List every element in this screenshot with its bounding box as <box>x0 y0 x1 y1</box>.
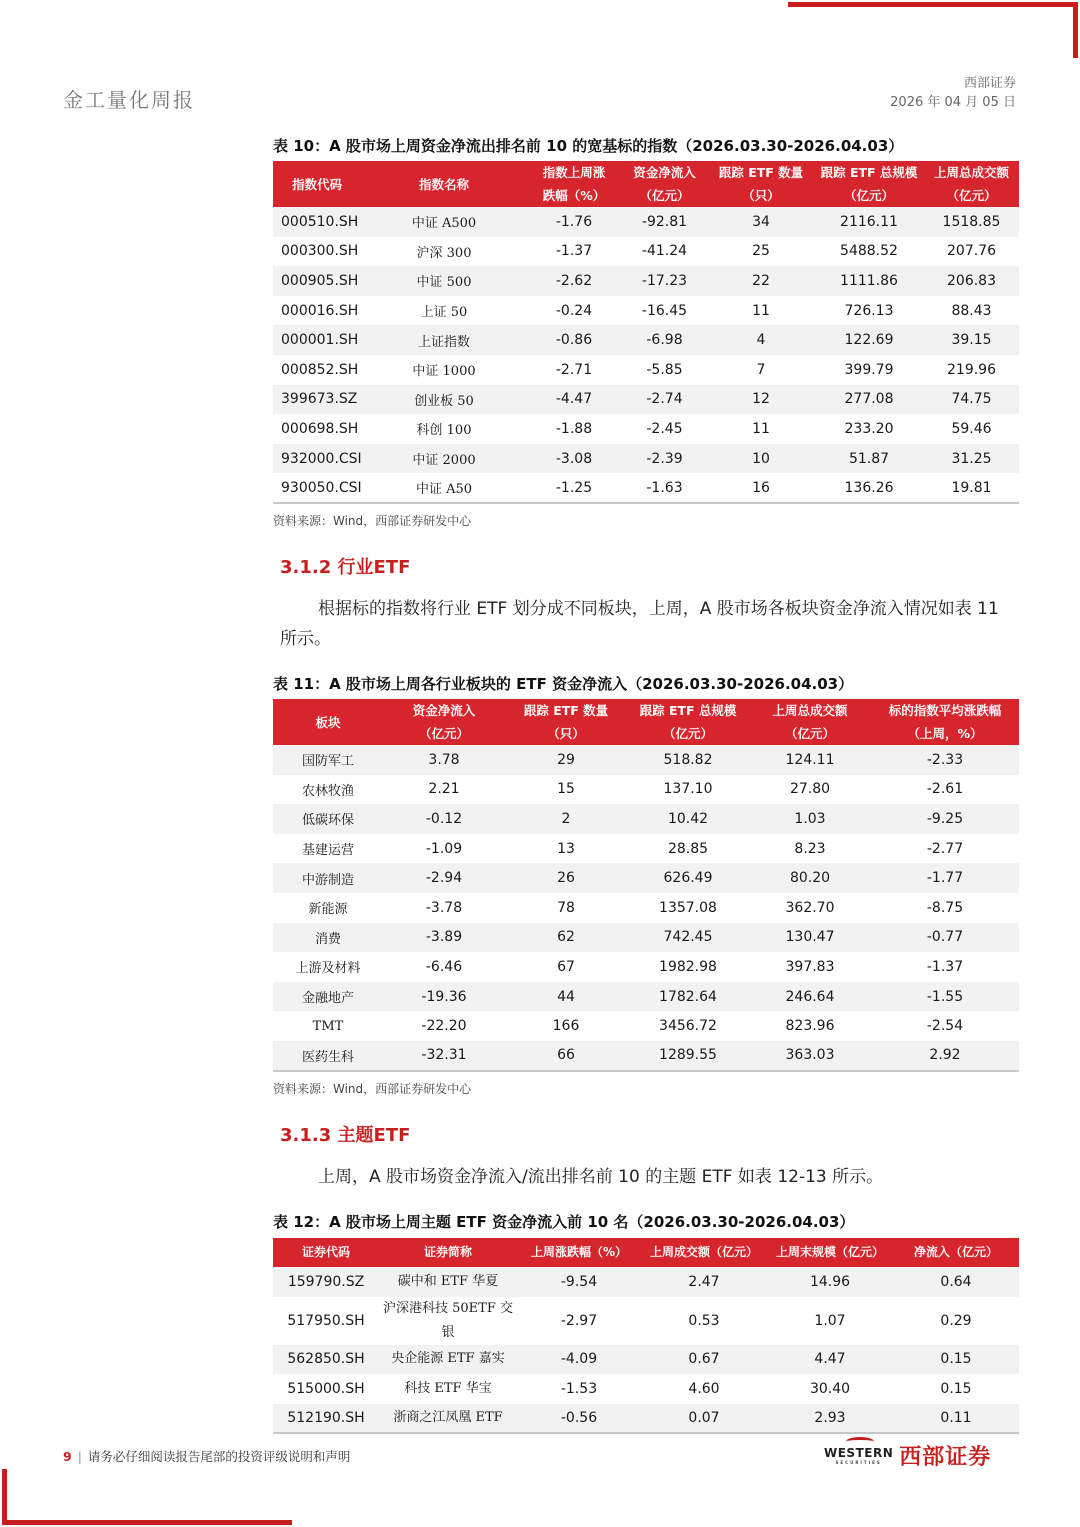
table-row <box>273 1011 1019 1041</box>
table-cell: 1357.08 <box>627 893 749 923</box>
column-header-unit: （亿元） <box>639 188 690 203</box>
table-cell: 28.85 <box>627 834 749 864</box>
table-cell: 国防军工 <box>273 745 383 775</box>
column-header: 上周涨跌幅（%） <box>517 1238 641 1267</box>
table-cell: -1.25 <box>527 473 621 503</box>
table-row <box>273 473 1019 503</box>
column-header: 上周末规模（亿元） <box>767 1238 893 1267</box>
table-cell: 562850.SH <box>273 1345 379 1375</box>
table-cell: 39.15 <box>924 325 1019 355</box>
table-cell: -9.25 <box>871 804 1019 834</box>
table-row <box>273 237 1019 267</box>
table-cell: 399673.SZ <box>273 385 361 415</box>
header-company: 西部证券 <box>963 76 1016 91</box>
table-cell: -2.94 <box>383 863 505 893</box>
bottom-corner-decoration <box>2 1469 292 1525</box>
table-cell: 29 <box>505 745 627 775</box>
column-header <box>361 161 527 207</box>
table12 <box>273 1238 1019 1434</box>
table-cell: -6.98 <box>621 325 708 355</box>
table-cell: 44 <box>505 982 627 1012</box>
table12-caption: 表 12：A 股市场上周主题 ETF 资金净流入前 10 名（2026.03.30-2026.04.03） <box>273 1213 855 1231</box>
column-header-line: 跟踪 ETF 数量 <box>523 703 609 718</box>
table-cell: 7 <box>708 355 814 385</box>
table-cell: -1.55 <box>871 982 1019 1012</box>
table-cell: -41.24 <box>621 237 708 267</box>
table-cell: -2.45 <box>621 414 708 444</box>
table-cell: 1111.86 <box>814 266 924 296</box>
column-header-line: 跟踪 ETF 数量 <box>718 165 804 180</box>
column-header-unit: （亿元） <box>662 726 713 741</box>
table-cell: -2.61 <box>871 775 1019 805</box>
table-cell: 2.93 <box>767 1404 893 1434</box>
table-cell: -1.63 <box>621 473 708 503</box>
table-cell: 34 <box>708 207 814 237</box>
table-cell: 2.92 <box>871 1041 1019 1071</box>
table-cell: 中游制造 <box>273 863 383 893</box>
table-cell: -2.62 <box>527 266 621 296</box>
header-row <box>273 1238 1019 1267</box>
table-cell: 362.70 <box>749 893 871 923</box>
table-cell: 沪深港科技 50ETF 交银 <box>379 1297 517 1345</box>
table-cell: -2.77 <box>871 834 1019 864</box>
table-row <box>273 804 1019 834</box>
table-cell: 000698.SH <box>273 414 361 444</box>
table-cell: 823.96 <box>749 1011 871 1041</box>
table-cell: 5488.52 <box>814 237 924 267</box>
table-cell: 219.96 <box>924 355 1019 385</box>
table-cell: 1518.85 <box>924 207 1019 237</box>
table-cell: 512190.SH <box>273 1404 379 1434</box>
table-cell: -1.76 <box>527 207 621 237</box>
table-cell: 4.60 <box>641 1374 767 1404</box>
table-row <box>273 1345 1019 1375</box>
table-cell: 78 <box>505 893 627 923</box>
table-cell: 207.76 <box>924 237 1019 267</box>
table-cell: 626.49 <box>627 863 749 893</box>
table-cell: 创业板 50 <box>361 385 527 415</box>
table-row <box>273 355 1019 385</box>
column-header-unit: （只） <box>547 726 585 741</box>
table-cell: -0.86 <box>527 325 621 355</box>
logo-english-sub: SECURITIES <box>835 1460 882 1465</box>
table-cell: 515000.SH <box>273 1374 379 1404</box>
table-cell: 中证 2000 <box>361 444 527 474</box>
table-cell: -3.78 <box>383 893 505 923</box>
table-row <box>273 444 1019 474</box>
section-313-title: 3.1.3 主题ETF <box>280 1125 411 1146</box>
table-cell: -2.33 <box>871 745 1019 775</box>
table-cell: -2.74 <box>621 385 708 415</box>
table10 <box>273 161 1019 504</box>
table-cell: 3.78 <box>383 745 505 775</box>
column-header-unit: （亿元） <box>418 726 469 741</box>
table-cell: 397.83 <box>749 952 871 982</box>
table-cell: 0.07 <box>641 1404 767 1434</box>
table-cell: 12 <box>708 385 814 415</box>
report-title: 金工量化周报 <box>63 88 195 112</box>
table-cell: 3456.72 <box>627 1011 749 1041</box>
table-row <box>273 296 1019 326</box>
table-cell: 上证 50 <box>361 296 527 326</box>
table-cell: 中证 500 <box>361 266 527 296</box>
table-row <box>273 952 1019 982</box>
table-cell: 518.82 <box>627 745 749 775</box>
column-header-unit: （上周，%） <box>907 726 983 741</box>
column-header-line: 上周总成交额 <box>933 165 1009 180</box>
table-cell: 上证指数 <box>361 325 527 355</box>
column-header <box>627 699 749 745</box>
table-cell: 19.81 <box>924 473 1019 503</box>
table-cell: 11 <box>708 296 814 326</box>
top-corner-decoration <box>788 2 1078 58</box>
table-row <box>273 1404 1019 1434</box>
logo-arc-icon <box>846 1437 874 1446</box>
column-header-line: 指数代码 <box>291 176 342 192</box>
table-cell: 科技 ETF 华宝 <box>379 1374 517 1404</box>
column-header-line: 上周总成交额 <box>772 703 848 718</box>
company-logo <box>824 1440 991 1471</box>
column-header-unit: （亿元） <box>784 726 835 741</box>
table-cell: 1.03 <box>749 804 871 834</box>
table-cell: 932000.CSI <box>273 444 361 474</box>
table-cell: 159790.SZ <box>273 1267 379 1297</box>
table-row <box>273 207 1019 237</box>
column-header: 证券代码 <box>273 1238 379 1267</box>
table-cell: -92.81 <box>621 207 708 237</box>
table-row <box>273 1297 1019 1345</box>
table-cell: 中证 A500 <box>361 207 527 237</box>
table-cell: 14.96 <box>767 1267 893 1297</box>
table-cell: -16.45 <box>621 296 708 326</box>
column-header: 证券简称 <box>379 1238 517 1267</box>
column-header-unit: （只） <box>742 188 780 203</box>
table-row <box>273 385 1019 415</box>
logo-english-text: WESTERN <box>824 1446 894 1460</box>
table-cell: 1289.55 <box>627 1041 749 1071</box>
table-cell: 130.47 <box>749 923 871 953</box>
table-row <box>273 923 1019 953</box>
table-cell: 16 <box>708 473 814 503</box>
table-cell: -9.54 <box>517 1267 641 1297</box>
column-header <box>273 161 361 207</box>
table-cell: 62 <box>505 923 627 953</box>
table-cell: -32.31 <box>383 1041 505 1071</box>
column-header <box>505 699 627 745</box>
table-cell: 31.25 <box>924 444 1019 474</box>
table-cell: 000852.SH <box>273 355 361 385</box>
table-cell: 1782.64 <box>627 982 749 1012</box>
table-cell: 30.40 <box>767 1374 893 1404</box>
table-cell: 11 <box>708 414 814 444</box>
table-cell: 363.03 <box>749 1041 871 1071</box>
table-cell: 10.42 <box>627 804 749 834</box>
column-header-line: 指数上周涨 <box>542 165 606 180</box>
table-cell: -0.56 <box>517 1404 641 1434</box>
table-cell: 4 <box>708 325 814 355</box>
column-header: 上周成交额（亿元） <box>641 1238 767 1267</box>
table-cell: 2 <box>505 804 627 834</box>
table-cell: 137.10 <box>627 775 749 805</box>
column-header-line: 板块 <box>315 714 341 730</box>
table-cell: 基建运营 <box>273 834 383 864</box>
column-header <box>621 161 708 207</box>
table-cell: 0.64 <box>893 1267 1019 1297</box>
table-cell: 742.45 <box>627 923 749 953</box>
table-cell: 517950.SH <box>273 1297 379 1345</box>
column-header: 净流入（亿元） <box>893 1238 1019 1267</box>
table-cell: -1.09 <box>383 834 505 864</box>
table-cell: -2.54 <box>871 1011 1019 1041</box>
table-cell: -0.24 <box>527 296 621 326</box>
table10-caption: 表 10：A 股市场上周资金净流出排名前 10 的宽基标的指数（2026.03.30-2026.04.03） <box>273 137 904 155</box>
table-cell: 25 <box>708 237 814 267</box>
table-cell: -3.89 <box>383 923 505 953</box>
column-header <box>527 161 621 207</box>
table-cell: 浙商之江凤凰 ETF <box>379 1404 517 1434</box>
table-cell: 中证 1000 <box>361 355 527 385</box>
table-row <box>273 863 1019 893</box>
table-cell: -0.77 <box>871 923 1019 953</box>
table10-source: 资料来源：Wind，西部证券研发中心 <box>273 514 472 528</box>
column-header-line: 指数名称 <box>418 176 469 192</box>
table-cell: -2.97 <box>517 1297 641 1345</box>
table-cell: 科创 100 <box>361 414 527 444</box>
table-cell: 2116.11 <box>814 207 924 237</box>
column-header-unit: （亿元） <box>843 188 894 203</box>
table-row <box>273 745 1019 775</box>
table-cell: 233.20 <box>814 414 924 444</box>
table-cell: -4.09 <box>517 1345 641 1375</box>
header-row <box>273 161 1019 207</box>
table-cell: 15 <box>505 775 627 805</box>
table-row <box>273 325 1019 355</box>
table-cell: -2.71 <box>527 355 621 385</box>
table-cell: 67 <box>505 952 627 982</box>
table-cell: -1.53 <box>517 1374 641 1404</box>
table-cell: 0.15 <box>893 1374 1019 1404</box>
table-cell: 0.11 <box>893 1404 1019 1434</box>
footer-disclaimer-line <box>63 1447 350 1465</box>
table-cell: 166 <box>505 1011 627 1041</box>
table-cell: 124.11 <box>749 745 871 775</box>
table-cell: 13 <box>505 834 627 864</box>
table-cell: 206.83 <box>924 266 1019 296</box>
table-cell: 000300.SH <box>273 237 361 267</box>
table-row <box>273 1267 1019 1297</box>
table-cell: 低碳环保 <box>273 804 383 834</box>
table-cell: 22 <box>708 266 814 296</box>
table-cell: 沪深 300 <box>361 237 527 267</box>
column-header-line: 跟踪 ETF 总规模 <box>639 703 737 718</box>
table-cell: -4.47 <box>527 385 621 415</box>
table-cell: 1982.98 <box>627 952 749 982</box>
section-313-paragraph: 上周，A 股市场资金净流入/流出排名前 10 的主题 ETF 如表 12-13 所示。 <box>318 1167 884 1187</box>
table-cell: 27.80 <box>749 775 871 805</box>
table-cell: -22.20 <box>383 1011 505 1041</box>
header-date: 2026 年 04 月 05 日 <box>890 95 1016 110</box>
table-cell: 4.47 <box>767 1345 893 1375</box>
table-cell: 136.26 <box>814 473 924 503</box>
table-cell: 000001.SH <box>273 325 361 355</box>
column-header <box>708 161 814 207</box>
table-cell: -19.36 <box>383 982 505 1012</box>
table-cell: 上游及材料 <box>273 952 383 982</box>
column-header-unit: 跌幅（%） <box>542 188 606 203</box>
table-cell: 51.87 <box>814 444 924 474</box>
table-cell: 0.53 <box>641 1297 767 1345</box>
table-cell: 2.21 <box>383 775 505 805</box>
table-row <box>273 266 1019 296</box>
table-cell: -2.39 <box>621 444 708 474</box>
table-cell: 74.75 <box>924 385 1019 415</box>
header-row <box>273 699 1019 745</box>
column-header <box>814 161 924 207</box>
table-cell: -3.08 <box>527 444 621 474</box>
table-cell: 碳中和 ETF 华夏 <box>379 1267 517 1297</box>
table-cell: 59.46 <box>924 414 1019 444</box>
page-number: 9 <box>63 1449 72 1464</box>
footer-disclaimer: 请务必仔细阅读报告尾部的投资评级说明和声明 <box>87 1449 351 1464</box>
column-header <box>924 161 1019 207</box>
column-header-line: 跟踪 ETF 总规模 <box>820 165 918 180</box>
table11-source: 资料来源：Wind，西部证券研发中心 <box>273 1082 472 1096</box>
table-row <box>273 893 1019 923</box>
column-header <box>749 699 871 745</box>
table-cell: 88.43 <box>924 296 1019 326</box>
table-cell: -0.12 <box>383 804 505 834</box>
logo-english <box>824 1446 893 1465</box>
table-cell: 2.47 <box>641 1267 767 1297</box>
table-cell: 10 <box>708 444 814 474</box>
column-header <box>273 699 383 745</box>
table-cell: -17.23 <box>621 266 708 296</box>
header-meta <box>890 74 1016 112</box>
table-cell: 金融地产 <box>273 982 383 1012</box>
column-header-unit: （亿元） <box>946 188 997 203</box>
table-cell: 1.07 <box>767 1297 893 1345</box>
column-header-line: 标的指数平均涨跌幅 <box>888 703 1002 718</box>
table-row <box>273 834 1019 864</box>
table-cell: 277.08 <box>814 385 924 415</box>
table-cell: 0.67 <box>641 1345 767 1375</box>
table-cell: 246.64 <box>749 982 871 1012</box>
column-header-line: 资金净流入 <box>633 165 696 180</box>
table-row <box>273 982 1019 1012</box>
table-row <box>273 1374 1019 1404</box>
column-header <box>871 699 1019 745</box>
table-cell: 80.20 <box>749 863 871 893</box>
table-cell: -1.88 <box>527 414 621 444</box>
table-cell: 消费 <box>273 923 383 953</box>
logo-chinese: 西部证券 <box>899 1445 992 1470</box>
table-cell: 中证 A50 <box>361 473 527 503</box>
table-cell: -8.75 <box>871 893 1019 923</box>
footer-separator: | <box>77 1449 82 1464</box>
table-cell: 66 <box>505 1041 627 1071</box>
table-cell: TMT <box>273 1011 383 1041</box>
table-cell: -1.37 <box>871 952 1019 982</box>
column-header <box>383 699 505 745</box>
section-312-title: 3.1.2 行业ETF <box>280 557 411 578</box>
table-cell: 农林牧渔 <box>273 775 383 805</box>
table-cell: 726.13 <box>814 296 924 326</box>
table-cell: 122.69 <box>814 325 924 355</box>
table-cell: 8.23 <box>749 834 871 864</box>
table11-caption: 表 11：A 股市场上周各行业板块的 ETF 资金净流入（2026.03.30-2026.04.03） <box>273 675 854 693</box>
column-header-line: 资金净流入 <box>412 703 476 718</box>
table11 <box>273 699 1019 1072</box>
section-312-paragraph: 根据标的指数将行业 ETF 划分成不同板块，上周，A 股市场各板块资金净流入情况如表 11 所示。 <box>280 599 999 649</box>
table-cell: -6.46 <box>383 952 505 982</box>
table-cell: 399.79 <box>814 355 924 385</box>
table-cell: -1.37 <box>527 237 621 267</box>
table-cell: 医药生科 <box>273 1041 383 1071</box>
table-row <box>273 414 1019 444</box>
table-row <box>273 775 1019 805</box>
table-cell: 000905.SH <box>273 266 361 296</box>
table-cell: 新能源 <box>273 893 383 923</box>
table-cell: 央企能源 ETF 嘉实 <box>379 1345 517 1375</box>
table-row <box>273 1041 1019 1071</box>
table-cell: 930050.CSI <box>273 473 361 503</box>
table-cell: -1.77 <box>871 863 1019 893</box>
table-cell: 0.29 <box>893 1297 1019 1345</box>
table-cell: 0.15 <box>893 1345 1019 1375</box>
table-cell: -5.85 <box>621 355 708 385</box>
table-cell: 000016.SH <box>273 296 361 326</box>
table-cell: 26 <box>505 863 627 893</box>
table-cell: 000510.SH <box>273 207 361 237</box>
